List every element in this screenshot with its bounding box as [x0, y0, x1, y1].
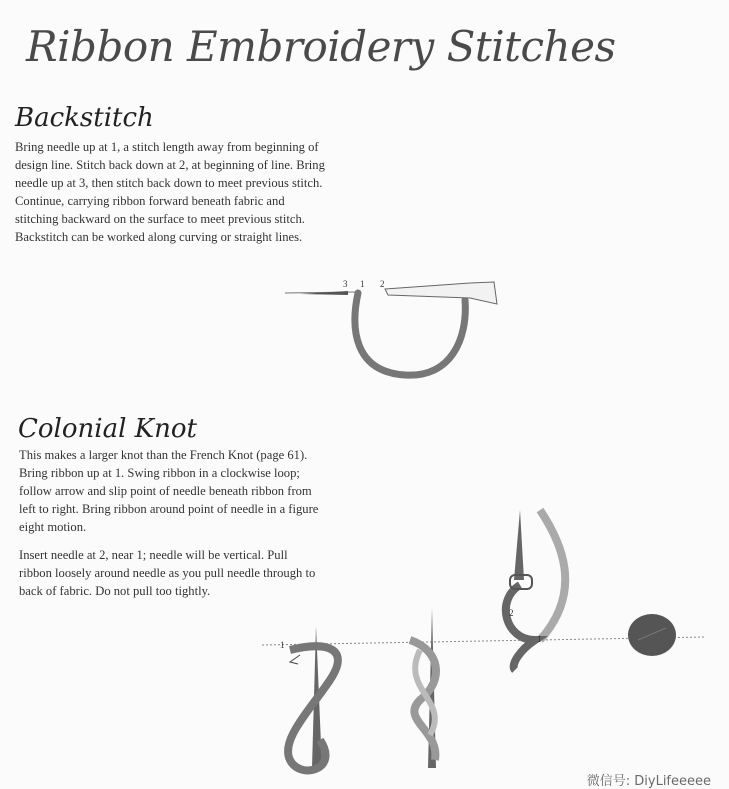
page-title: Ribbon Embroidery Stitches — [26, 22, 616, 71]
finished-knot-icon — [628, 614, 676, 656]
ribbon-step-3-knot — [506, 585, 535, 670]
label-step3-2: 2 — [509, 608, 514, 618]
ribbon-step-3-right — [540, 510, 565, 640]
backstitch-diagram — [285, 279, 497, 375]
ribbon-tail — [385, 282, 497, 304]
label-2: 2 — [380, 279, 385, 289]
colonial-knot-description-1: This makes a larger knot than the French Knot (page 61). Bring ribbon up at 1. Swing ribbon in a clockwise loop; follow arrow and slip point of needle beneath ribbon from left to right. Bring ribbon around point of needle in a figure eight motion. — [19, 448, 319, 534]
arrow-icon — [290, 655, 300, 664]
colonial-knot-heading: Colonial Knot — [18, 414, 197, 444]
needle-icon — [514, 510, 524, 580]
label-3: 3 — [343, 279, 348, 289]
label-1: 1 — [360, 279, 365, 289]
backstitch-heading: Backstitch — [15, 103, 154, 133]
backstitch-description: Bring needle up at 1, a stitch length away from beginning of design line. Stitch back down at 2, at beginning of line. Bring needle up at 3, then stitch back down to meet previous stitch. Continue, carrying ribbon forward beneath fabric and stitching backward on the surface to meet previous stitch. Backstitch can be worked along curving or straight lines. — [15, 140, 325, 244]
label-step1-1: 1 — [280, 640, 285, 650]
ribbon-loop — [355, 293, 465, 375]
watermark: 微信号: DiyLifeeeee — [586, 774, 711, 789]
colonial-knot-diagrams — [262, 510, 705, 770]
colonial-knot-description-2: Insert needle at 2, near 1; needle will be vertical. Pull ribbon loosely around needle as you pull needle through to back of fabric. Do not pull too tightly. — [19, 548, 316, 598]
label-step3-1: 1 — [537, 634, 542, 644]
